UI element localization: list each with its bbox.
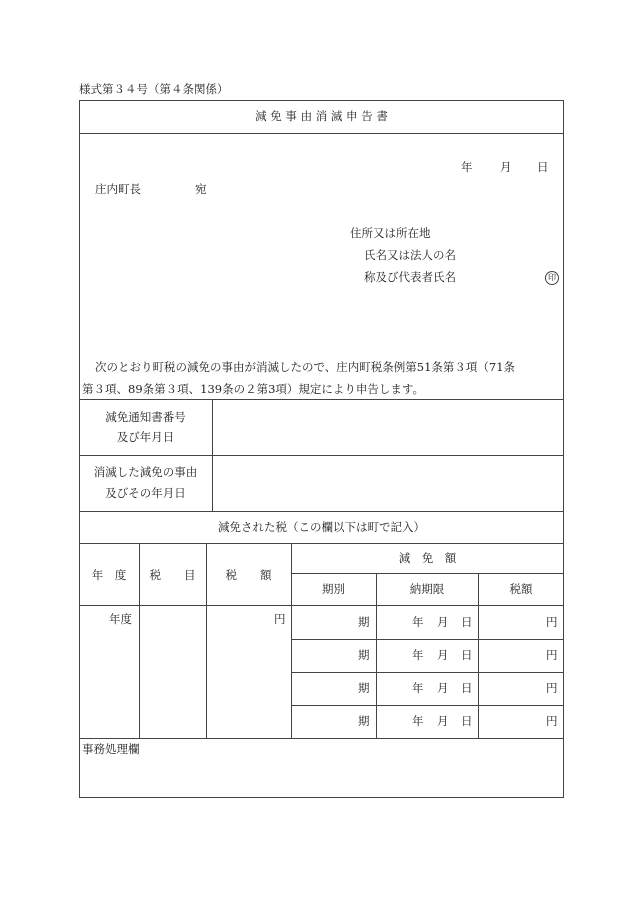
reduction-row-day: 日 bbox=[461, 615, 473, 629]
reduction-row-month: 月 bbox=[437, 714, 449, 728]
form-title: 減 免 事 由 消 滅 申 告 書 bbox=[255, 109, 388, 123]
reduction-row-day: 日 bbox=[461, 714, 473, 728]
reduction-row-yen: 円 bbox=[546, 714, 558, 728]
reduction-row-yen: 円 bbox=[546, 615, 558, 629]
notice-label-2: 及び年月日 bbox=[116, 430, 175, 444]
divider bbox=[79, 738, 564, 739]
applicant-name-label-2: 称及び代表者氏名 bbox=[364, 270, 456, 284]
office-use-label: 事務処理欄 bbox=[82, 742, 140, 756]
reduction-row-period: 期 bbox=[358, 681, 370, 695]
divider bbox=[291, 672, 564, 673]
col-item-header: 税 目 bbox=[149, 568, 196, 582]
addressee-honorific: 宛 bbox=[195, 182, 207, 196]
body-text-line-2: 第３項、89条第３項、139条の２第3項）規定により申告します。 bbox=[82, 382, 424, 396]
reduction-row-month: 月 bbox=[437, 681, 449, 695]
row-amount-yen: 円 bbox=[274, 612, 286, 626]
seal-icon: 印 bbox=[545, 271, 559, 285]
divider bbox=[376, 573, 377, 738]
applicant-name-label-1: 氏名又は法人の名 bbox=[364, 248, 456, 262]
col-period-header: 期別 bbox=[322, 582, 345, 596]
reduction-row-period: 期 bbox=[358, 714, 370, 728]
reduction-row-yen: 円 bbox=[546, 648, 558, 662]
row-year-label: 年度 bbox=[109, 612, 132, 626]
reduction-row-yen: 円 bbox=[546, 681, 558, 695]
divider bbox=[139, 543, 140, 738]
reduction-row-month: 月 bbox=[437, 615, 449, 629]
divider bbox=[291, 543, 292, 738]
reduction-row-day: 日 bbox=[461, 648, 473, 662]
col-year-header: 年 度 bbox=[91, 568, 127, 582]
divider bbox=[79, 455, 564, 456]
body-text-line-1: 次のとおり町税の減免の事由が消滅したので、庄内町税条例第51条第３項（71条 bbox=[95, 360, 516, 374]
reduction-row-day: 日 bbox=[461, 681, 473, 695]
reduction-row-period: 期 bbox=[358, 648, 370, 662]
divider bbox=[79, 511, 564, 512]
reduction-row-year: 年 bbox=[412, 648, 424, 662]
divider bbox=[291, 705, 564, 706]
form-number: 様式第３４号（第４条関係） bbox=[79, 82, 229, 96]
reason-label-1: 消滅した減免の事由 bbox=[93, 465, 198, 479]
divider bbox=[291, 639, 564, 640]
col-deadline-header: 納期限 bbox=[409, 582, 445, 596]
reduction-row-year: 年 bbox=[412, 615, 424, 629]
divider bbox=[291, 573, 564, 574]
date-month-label: 月 bbox=[500, 160, 512, 174]
reduction-row-year: 年 bbox=[412, 714, 424, 728]
notice-label-1: 減免通知書番号 bbox=[105, 410, 186, 424]
form-frame bbox=[79, 100, 564, 798]
date-year-label: 年 bbox=[461, 160, 473, 174]
col-reduction-header: 減 免 額 bbox=[398, 551, 457, 565]
reason-label-2: 及びその年月日 bbox=[105, 486, 186, 500]
divider bbox=[478, 573, 479, 738]
divider bbox=[79, 543, 564, 544]
tax-section-heading: 減免された税（この欄以下は町で記入） bbox=[218, 520, 425, 534]
divider bbox=[79, 399, 564, 400]
col-tax-header: 税額 bbox=[509, 582, 533, 596]
reduction-row-year: 年 bbox=[412, 681, 424, 695]
reduction-row-period: 期 bbox=[358, 615, 370, 629]
col-amount-header: 税 額 bbox=[225, 568, 272, 582]
reduction-row-month: 月 bbox=[437, 648, 449, 662]
divider bbox=[206, 543, 207, 738]
addressee-mayor: 庄内町長 bbox=[95, 182, 141, 196]
divider bbox=[79, 133, 564, 134]
date-day-label: 日 bbox=[537, 160, 549, 174]
applicant-address-label: 住所又は所在地 bbox=[350, 226, 431, 240]
divider bbox=[79, 605, 564, 606]
